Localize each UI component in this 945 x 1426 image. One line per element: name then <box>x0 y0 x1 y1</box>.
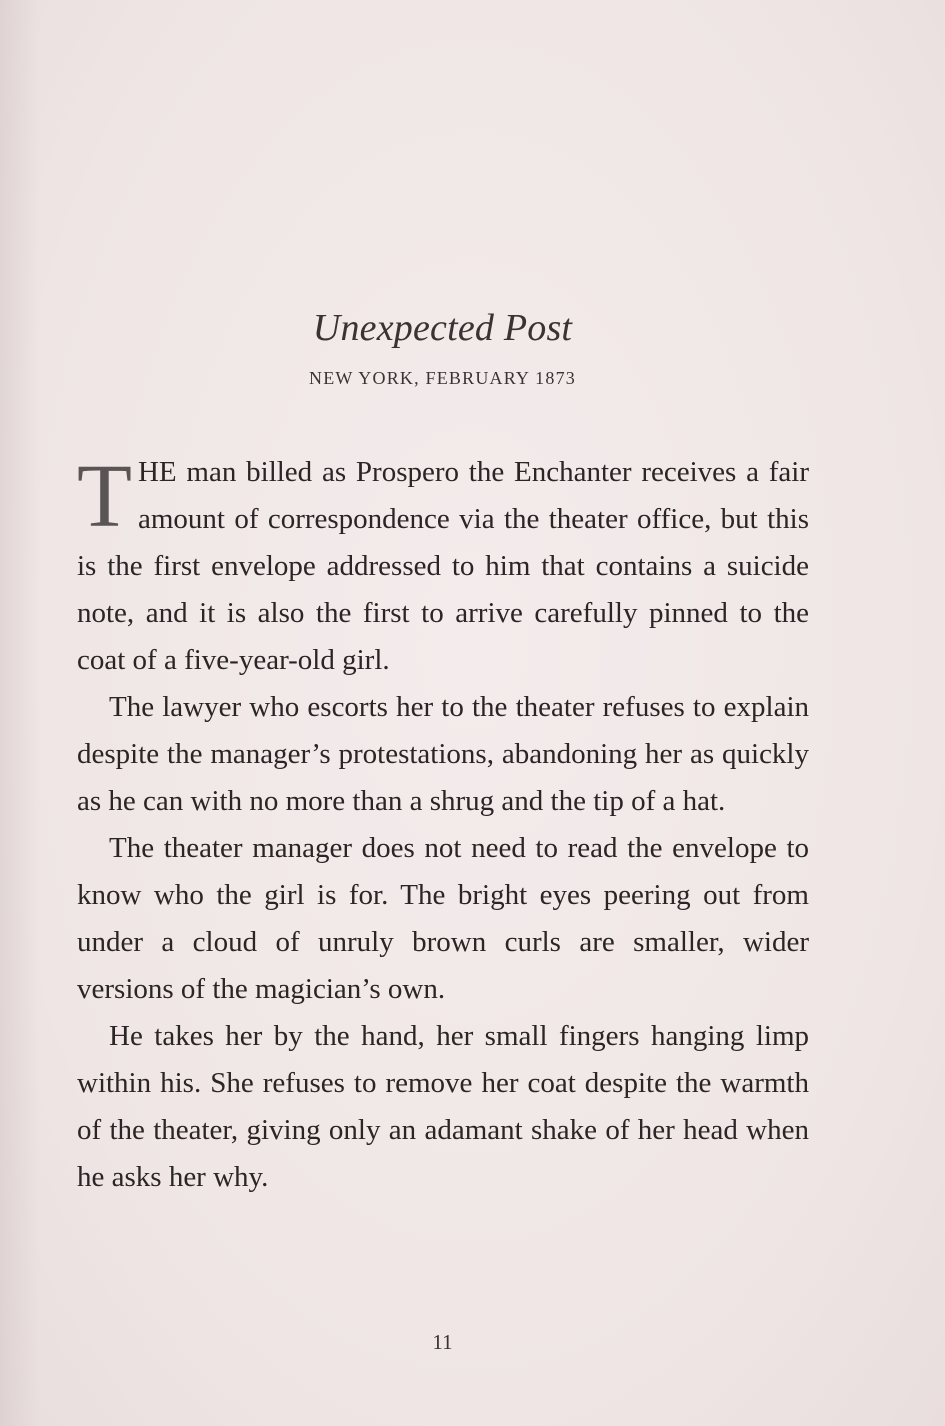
paragraph-3: The theater manager does not need to read the envelope to know who the girl is for. The bright eyes peering out from under a cloud of unruly brown curls are smaller, wider versions of the magician’s own. <box>77 832 809 1005</box>
paragraph-1 <box>77 449 809 684</box>
body-text <box>77 449 809 1201</box>
chapter-title: Unexpected Post <box>312 307 573 349</box>
paragraph-1-text: HE man billed as Prospero the Enchanter receives a fair amount of correspondence via the theater office, but this is the first envelope addressed to him that contains a suicide note, and it is also the first to arrive carefully pinned to the coat of a five-year-old girl. <box>77 456 809 676</box>
paragraph-4: He takes her by the hand, her small fingers hanging limp within his. She refuses to remove her coat despite the warmth of the theater, giving only an adamant shake of her head when he asks her why. <box>77 1020 809 1193</box>
drop-cap: T <box>77 447 132 546</box>
paragraph-2: The lawyer who escorts her to the theater refuses to explain despite the manager’s protestations, abandoning her as quickly as he can with no more than a shrug and the tip of a hat. <box>77 691 809 817</box>
chapter-subtitle: NEW YORK, FEBRUARY 1873 <box>309 368 576 388</box>
page-number: 11 <box>432 1330 453 1354</box>
